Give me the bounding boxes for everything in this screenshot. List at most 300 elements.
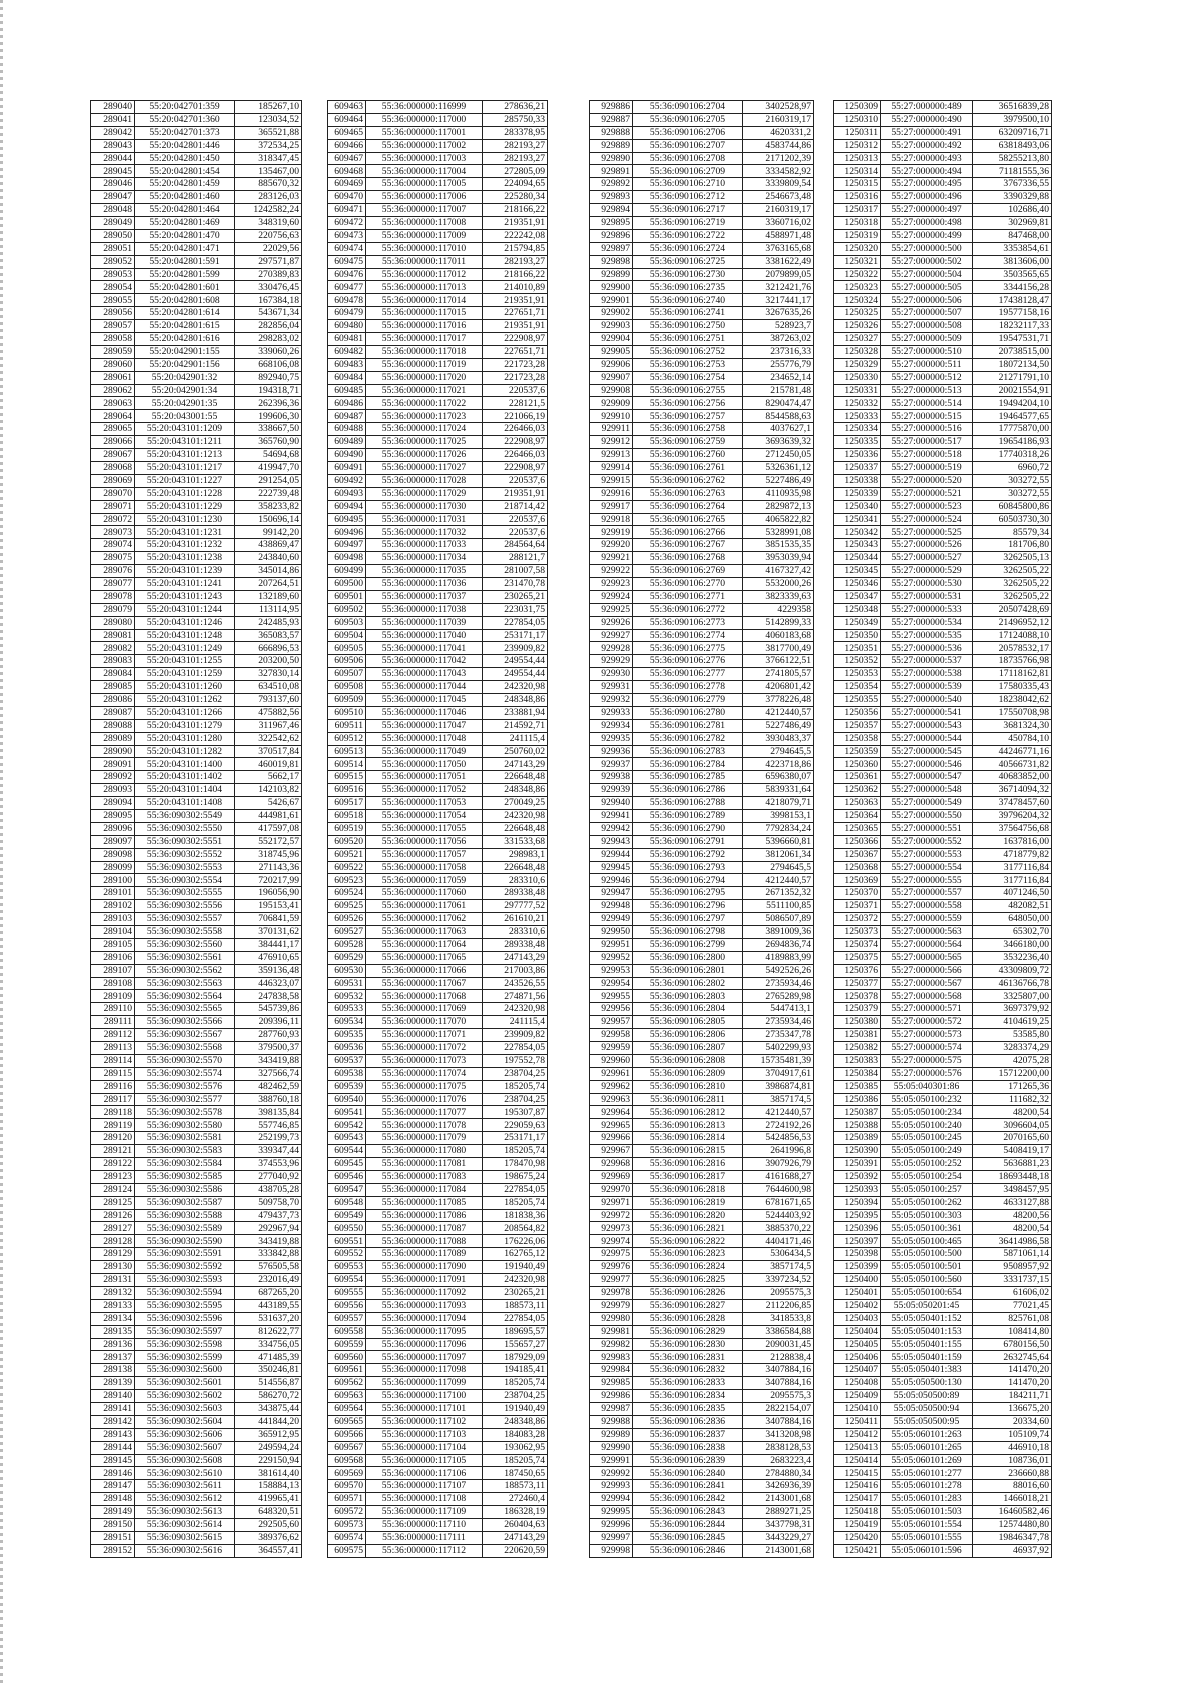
row-number: 609520 [328, 835, 366, 848]
cadastral-number: 55:20:042801:460 [135, 191, 235, 204]
cadastral-value: 648320,51 [235, 1506, 302, 1519]
cadastral-value: 3697379,92 [973, 1003, 1052, 1016]
row-number: 609508 [328, 681, 366, 694]
cadastral-number: 55:05:050100:560 [881, 1274, 973, 1287]
cadastral-number: 55:36:000000:117024 [366, 423, 483, 436]
table-row [834, 1145, 1052, 1158]
row-number: 289079 [91, 603, 135, 616]
cadastral-value: 19846347,78 [973, 1531, 1052, 1544]
cadastral-value: 36714094,32 [973, 784, 1052, 797]
cadastral-value: 345014,86 [235, 565, 302, 578]
row-number: 609550 [328, 1222, 366, 1235]
cadastral-number: 55:36:000000:117065 [366, 951, 483, 964]
cadastral-number: 55:27:000000:550 [881, 809, 973, 822]
row-number: 929962 [590, 1080, 633, 1093]
table-row [328, 977, 548, 990]
table-row [328, 719, 548, 732]
cadastral-value: 3767336,55 [973, 178, 1052, 191]
cadastral-value: 37564756,68 [973, 822, 1052, 835]
row-number: 609519 [328, 822, 366, 835]
row-number: 1250347 [834, 590, 881, 603]
cadastral-value: 185205,74 [483, 1454, 548, 1467]
table-row [834, 552, 1052, 565]
row-number: 1250317 [834, 204, 881, 217]
row-number: 609539 [328, 1080, 366, 1093]
table-row [91, 1325, 302, 1338]
table-row [834, 1299, 1052, 1312]
cadastral-value: 5244403,92 [743, 1209, 814, 1222]
cadastral-value: 586270,72 [235, 1390, 302, 1403]
row-number: 289051 [91, 242, 135, 255]
row-number: 929892 [590, 178, 633, 191]
table-row [328, 1480, 548, 1493]
cadastral-number: 55:36:090302:5589 [135, 1222, 235, 1235]
row-number: 609492 [328, 474, 366, 487]
row-number: 1250387 [834, 1106, 881, 1119]
row-number: 609512 [328, 732, 366, 745]
cadastral-value: 241115,4 [483, 732, 548, 745]
row-number: 1250343 [834, 539, 881, 552]
cadastral-number: 55:05:060101:503 [881, 1506, 973, 1519]
row-number: 289144 [91, 1441, 135, 1454]
row-number: 1250416 [834, 1480, 881, 1493]
cadastral-number: 55:36:000000:117057 [366, 848, 483, 861]
cadastral-value: 3766122,51 [743, 655, 814, 668]
table-row [328, 706, 548, 719]
table-row [834, 706, 1052, 719]
table-row [91, 1183, 302, 1196]
cadastral-number: 55:20:042801:454 [135, 165, 235, 178]
cadastral-number: 55:20:043101:1227 [135, 474, 235, 487]
cadastral-value: 181706,80 [973, 539, 1052, 552]
cadastral-number: 55:36:000000:117078 [366, 1119, 483, 1132]
row-number: 289138 [91, 1364, 135, 1377]
row-number: 609470 [328, 191, 366, 204]
cadastral-number: 55:36:000000:117021 [366, 384, 483, 397]
table-row [834, 1480, 1052, 1493]
table-row [91, 410, 302, 423]
row-number: 289119 [91, 1119, 135, 1132]
cadastral-value: 297777,52 [483, 900, 548, 913]
cadastral-number: 55:20:042801:616 [135, 333, 235, 346]
row-number: 929970 [590, 1183, 633, 1196]
cadastral-number: 55:27:000000:551 [881, 822, 973, 835]
cadastral-number: 55:36:000000:117007 [366, 204, 483, 217]
table-row [328, 1402, 548, 1415]
table-row [328, 1235, 548, 1248]
table-row [91, 165, 302, 178]
table-row [91, 1235, 302, 1248]
row-number: 1250323 [834, 281, 881, 294]
table-row [91, 964, 302, 977]
cadastral-value: 514556,87 [235, 1377, 302, 1390]
cadastral-number: 55:36:090106:2774 [633, 629, 743, 642]
row-number: 289134 [91, 1312, 135, 1325]
cadastral-number: 55:27:000000:559 [881, 913, 973, 926]
cadastral-value: 2095575,3 [743, 1390, 814, 1403]
table-row [91, 616, 302, 629]
cadastral-number: 55:36:090106:2815 [633, 1145, 743, 1158]
cadastral-number: 55:36:090106:2709 [633, 165, 743, 178]
row-number: 1250314 [834, 165, 881, 178]
cadastral-value: 185205,74 [483, 1196, 548, 1209]
table-row [590, 887, 814, 900]
table-row [328, 990, 548, 1003]
cadastral-number: 55:36:000000:117103 [366, 1428, 483, 1441]
cadastral-value: 648050,00 [973, 913, 1052, 926]
cadastral-number: 55:36:090106:2785 [633, 771, 743, 784]
cadastral-value: 531637,20 [235, 1312, 302, 1325]
cadastral-number: 55:36:090106:2812 [633, 1106, 743, 1119]
cadastral-value: 343419,88 [235, 1054, 302, 1067]
table-row [91, 1222, 302, 1235]
cadastral-number: 55:36:000000:117102 [366, 1415, 483, 1428]
cadastral-value: 5636881,23 [973, 1158, 1052, 1171]
cadastral-number: 55:27:000000:509 [881, 333, 973, 346]
table-row [590, 1106, 814, 1119]
cadastral-number: 55:27:000000:566 [881, 964, 973, 977]
cadastral-value: 3397234,52 [743, 1274, 814, 1287]
table-row [91, 732, 302, 745]
cadastral-number: 55:36:090302:5599 [135, 1351, 235, 1364]
row-number: 1250371 [834, 900, 881, 913]
cadastral-number: 55:36:000000:117101 [366, 1402, 483, 1415]
row-number: 1250377 [834, 977, 881, 990]
cadastral-number: 55:27:000000:555 [881, 874, 973, 887]
table-row [590, 281, 814, 294]
cadastral-number: 55:36:090302:5558 [135, 926, 235, 939]
cadastral-value: 847468,00 [973, 229, 1052, 242]
table-row [91, 461, 302, 474]
row-number: 289126 [91, 1209, 135, 1222]
cadastral-value: 892940,75 [235, 371, 302, 384]
cadastral-value: 40566731,82 [973, 758, 1052, 771]
row-number: 289049 [91, 217, 135, 230]
cadastral-number: 55:36:000000:117036 [366, 577, 483, 590]
table-row [328, 1222, 548, 1235]
cadastral-number: 55:36:090106:2772 [633, 603, 743, 616]
cadastral-value: 668106,08 [235, 358, 302, 371]
cadastral-value: 3262505,13 [973, 552, 1052, 565]
cadastral-number: 55:36:090106:2803 [633, 990, 743, 1003]
cadastral-value: 292967,94 [235, 1222, 302, 1235]
cadastral-value: 292505,60 [235, 1518, 302, 1531]
table-row [328, 913, 548, 926]
table-row [91, 307, 302, 320]
row-number: 1250412 [834, 1428, 881, 1441]
row-number: 289132 [91, 1286, 135, 1299]
cadastral-number: 55:36:090106:2842 [633, 1493, 743, 1506]
cadastral-number: 55:27:000000:563 [881, 926, 973, 939]
table-row [91, 178, 302, 191]
row-number: 1250350 [834, 629, 881, 642]
cadastral-number: 55:20:042801:464 [135, 204, 235, 217]
cadastral-number: 55:36:090106:2838 [633, 1441, 743, 1454]
cadastral-value: 17550708,98 [973, 706, 1052, 719]
row-number: 929998 [590, 1544, 633, 1557]
cadastral-value: 3503565,65 [973, 268, 1052, 281]
row-number: 609537 [328, 1054, 366, 1067]
cadastral-number: 55:36:090106:2804 [633, 1003, 743, 1016]
cadastral-value: 5396660,81 [743, 835, 814, 848]
row-number: 929986 [590, 1390, 633, 1403]
row-number: 289145 [91, 1454, 135, 1467]
cadastral-number: 55:36:090302:5594 [135, 1286, 235, 1299]
row-number: 609469 [328, 178, 366, 191]
cadastral-number: 55:36:090106:2794 [633, 874, 743, 887]
cadastral-number: 55:36:090302:5555 [135, 887, 235, 900]
cadastral-value: 4583744,86 [743, 139, 814, 152]
table-row [590, 268, 814, 281]
cadastral-number: 55:36:000000:117109 [366, 1506, 483, 1519]
cadastral-number: 55:20:043101:1259 [135, 668, 235, 681]
row-number: 289113 [91, 1042, 135, 1055]
table-row [91, 797, 302, 810]
row-number: 609555 [328, 1286, 366, 1299]
table-row [328, 371, 548, 384]
cadastral-number: 55:36:090302:5608 [135, 1454, 235, 1467]
cadastral-value: 3096604,05 [973, 1119, 1052, 1132]
cadastral-number: 55:36:090106:2837 [633, 1428, 743, 1441]
table-row [328, 900, 548, 913]
cadastral-number: 55:36:090302:5611 [135, 1480, 235, 1493]
cadastral-number: 55:36:090106:2801 [633, 964, 743, 977]
cadastral-number: 55:36:000000:117013 [366, 281, 483, 294]
row-number: 929994 [590, 1493, 633, 1506]
table-row [328, 268, 548, 281]
cadastral-number: 55:36:000000:117091 [366, 1274, 483, 1287]
cadastral-number: 55:36:090106:2802 [633, 977, 743, 990]
cadastral-number: 55:20:043101:1404 [135, 784, 235, 797]
table-row [328, 835, 548, 848]
row-number: 289070 [91, 487, 135, 500]
table-row [590, 1377, 814, 1390]
table-row [834, 990, 1052, 1003]
row-number: 929972 [590, 1209, 633, 1222]
table-row [590, 861, 814, 874]
row-number: 289136 [91, 1338, 135, 1351]
row-number: 289141 [91, 1402, 135, 1415]
row-number: 1250328 [834, 345, 881, 358]
cadastral-number: 55:20:042801:469 [135, 217, 235, 230]
row-number: 929914 [590, 461, 633, 474]
cadastral-number: 55:20:042901:156 [135, 358, 235, 371]
table-row [91, 268, 302, 281]
row-number: 1250342 [834, 526, 881, 539]
table-row [590, 1338, 814, 1351]
cadastral-value: 2735934,46 [743, 1016, 814, 1029]
row-number: 289150 [91, 1518, 135, 1531]
cadastral-value: 272460,4 [483, 1493, 548, 1506]
cadastral-number: 55:20:043101:1246 [135, 616, 235, 629]
cadastral-value: 3851535,35 [743, 539, 814, 552]
cadastral-value: 219351,91 [483, 217, 548, 230]
row-number: 929933 [590, 706, 633, 719]
cadastral-number: 55:36:000000:116999 [366, 101, 483, 114]
cadastral-number: 55:36:090106:2835 [633, 1402, 743, 1415]
row-number: 609465 [328, 126, 366, 139]
cadastral-number: 55:36:000000:117042 [366, 655, 483, 668]
cadastral-value: 4588971,48 [743, 229, 814, 242]
table-row [590, 1518, 814, 1531]
row-number: 289149 [91, 1506, 135, 1519]
table-row [328, 1312, 548, 1325]
cadastral-value: 3693639,32 [743, 436, 814, 449]
cadastral-number: 55:36:090106:2810 [633, 1080, 743, 1093]
row-number: 609466 [328, 139, 366, 152]
table-row [590, 655, 814, 668]
table-row [834, 1235, 1052, 1248]
cadastral-number: 55:20:042801:614 [135, 307, 235, 320]
cadastral-value: 3334582,92 [743, 165, 814, 178]
cadastral-value: 6960,72 [973, 461, 1052, 474]
row-number: 929997 [590, 1531, 633, 1544]
table-row [834, 268, 1052, 281]
row-number: 609463 [328, 101, 366, 114]
row-number: 929980 [590, 1312, 633, 1325]
row-number: 609533 [328, 1003, 366, 1016]
cadastral-value: 42075,28 [973, 1054, 1052, 1067]
table-row [834, 926, 1052, 939]
row-number: 1250311 [834, 126, 881, 139]
table-row [328, 217, 548, 230]
cadastral-number: 55:36:090106:2762 [633, 474, 743, 487]
cadastral-number: 55:36:000000:117098 [366, 1364, 483, 1377]
cadastral-number: 55:36:000000:117031 [366, 513, 483, 526]
cadastral-number: 55:36:090106:2827 [633, 1299, 743, 1312]
cadastral-value: 4718779,82 [973, 848, 1052, 861]
table-row [834, 397, 1052, 410]
cadastral-number: 55:36:000000:117088 [366, 1235, 483, 1248]
table-row [91, 1428, 302, 1441]
table-row [328, 126, 548, 139]
cadastral-value: 188573,11 [483, 1480, 548, 1493]
table-row [834, 1016, 1052, 1029]
row-number: 289120 [91, 1132, 135, 1145]
cadastral-value: 233881,94 [483, 706, 548, 719]
cadastral-number: 55:05:050100:240 [881, 1119, 973, 1132]
cadastral-value: 3402528,97 [743, 101, 814, 114]
row-number: 1250361 [834, 771, 881, 784]
row-number: 1250396 [834, 1222, 881, 1235]
row-number: 609547 [328, 1183, 366, 1196]
table-row [328, 951, 548, 964]
cadastral-number: 55:36:090106:2817 [633, 1170, 743, 1183]
cadastral-value: 270389,83 [235, 268, 302, 281]
cadastral-number: 55:27:000000:525 [881, 526, 973, 539]
cadastral-value: 2079899,05 [743, 268, 814, 281]
row-number: 929949 [590, 913, 633, 926]
cadastral-value: 108736,01 [973, 1454, 1052, 1467]
row-number: 929891 [590, 165, 633, 178]
cadastral-value: 209396,11 [235, 1016, 302, 1029]
table-row [328, 668, 548, 681]
cadastral-number: 55:36:000000:117080 [366, 1145, 483, 1158]
row-number: 1250337 [834, 461, 881, 474]
cadastral-value: 3817700,49 [743, 642, 814, 655]
row-number: 929944 [590, 848, 633, 861]
row-number: 609488 [328, 423, 366, 436]
cadastral-number: 55:36:090106:2763 [633, 487, 743, 500]
cadastral-number: 55:36:000000:117049 [366, 745, 483, 758]
table-row [91, 191, 302, 204]
cadastral-value: 350246,81 [235, 1364, 302, 1377]
row-number: 1250404 [834, 1325, 881, 1338]
row-number: 289061 [91, 371, 135, 384]
row-number: 609504 [328, 629, 366, 642]
table-row [590, 590, 814, 603]
cadastral-value: 65302,70 [973, 926, 1052, 939]
cadastral-number: 55:36:090106:2761 [633, 461, 743, 474]
cadastral-value: 228121,5 [483, 397, 548, 410]
cadastral-value: 167384,18 [235, 294, 302, 307]
cadastral-number: 55:20:042801:459 [135, 178, 235, 191]
cadastral-number: 55:36:090106:2706 [633, 126, 743, 139]
cadastral-number: 55:36:090106:2771 [633, 590, 743, 603]
cadastral-value: 4212440,57 [743, 874, 814, 887]
row-number: 1250405 [834, 1338, 881, 1351]
row-number: 609510 [328, 706, 366, 719]
table-row [590, 719, 814, 732]
row-number: 1250397 [834, 1235, 881, 1248]
table-row [328, 732, 548, 745]
table-row [91, 539, 302, 552]
table-row [328, 1183, 548, 1196]
table-row [328, 809, 548, 822]
cadastral-value: 208564,82 [483, 1222, 548, 1235]
cadastral-number: 55:36:090106:2809 [633, 1067, 743, 1080]
table-row [328, 152, 548, 165]
table-row [91, 951, 302, 964]
row-number: 289151 [91, 1531, 135, 1544]
row-number: 1250372 [834, 913, 881, 926]
cadastral-value: 3262505,22 [973, 590, 1052, 603]
row-number: 609569 [328, 1467, 366, 1480]
cadastral-value: 2090031,45 [743, 1338, 814, 1351]
cadastral-number: 55:27:000000:526 [881, 539, 973, 552]
row-number: 1250378 [834, 990, 881, 1003]
table-row [834, 1042, 1052, 1055]
table-row [590, 1312, 814, 1325]
table-row [328, 294, 548, 307]
cadastral-value: 85579,34 [973, 526, 1052, 539]
cadastral-value: 3418533,8 [743, 1312, 814, 1325]
row-number: 289102 [91, 900, 135, 913]
cadastral-value: 5424856,53 [743, 1132, 814, 1145]
row-number: 289041 [91, 113, 135, 126]
cadastral-value: 333842,88 [235, 1248, 302, 1261]
table-row [590, 603, 814, 616]
cadastral-value: 19577158,16 [973, 307, 1052, 320]
cadastral-number: 55:36:000000:117071 [366, 1029, 483, 1042]
table-row [834, 809, 1052, 822]
row-number: 1250390 [834, 1145, 881, 1158]
table-row [91, 1441, 302, 1454]
row-number: 609482 [328, 345, 366, 358]
cadastral-value: 193062,95 [483, 1441, 548, 1454]
cadastral-value: 384441,17 [235, 938, 302, 951]
row-number: 289048 [91, 204, 135, 217]
cadastral-value: 199606,30 [235, 410, 302, 423]
cadastral-value: 36414986,58 [973, 1235, 1052, 1248]
table-row [328, 1325, 548, 1338]
cadastral-number: 55:27:000000:511 [881, 358, 973, 371]
table-row [590, 255, 814, 268]
table-row [834, 668, 1052, 681]
row-number: 609554 [328, 1274, 366, 1287]
cadastral-number: 55:36:090302:5584 [135, 1158, 235, 1171]
cadastral-value: 58255213,80 [973, 152, 1052, 165]
